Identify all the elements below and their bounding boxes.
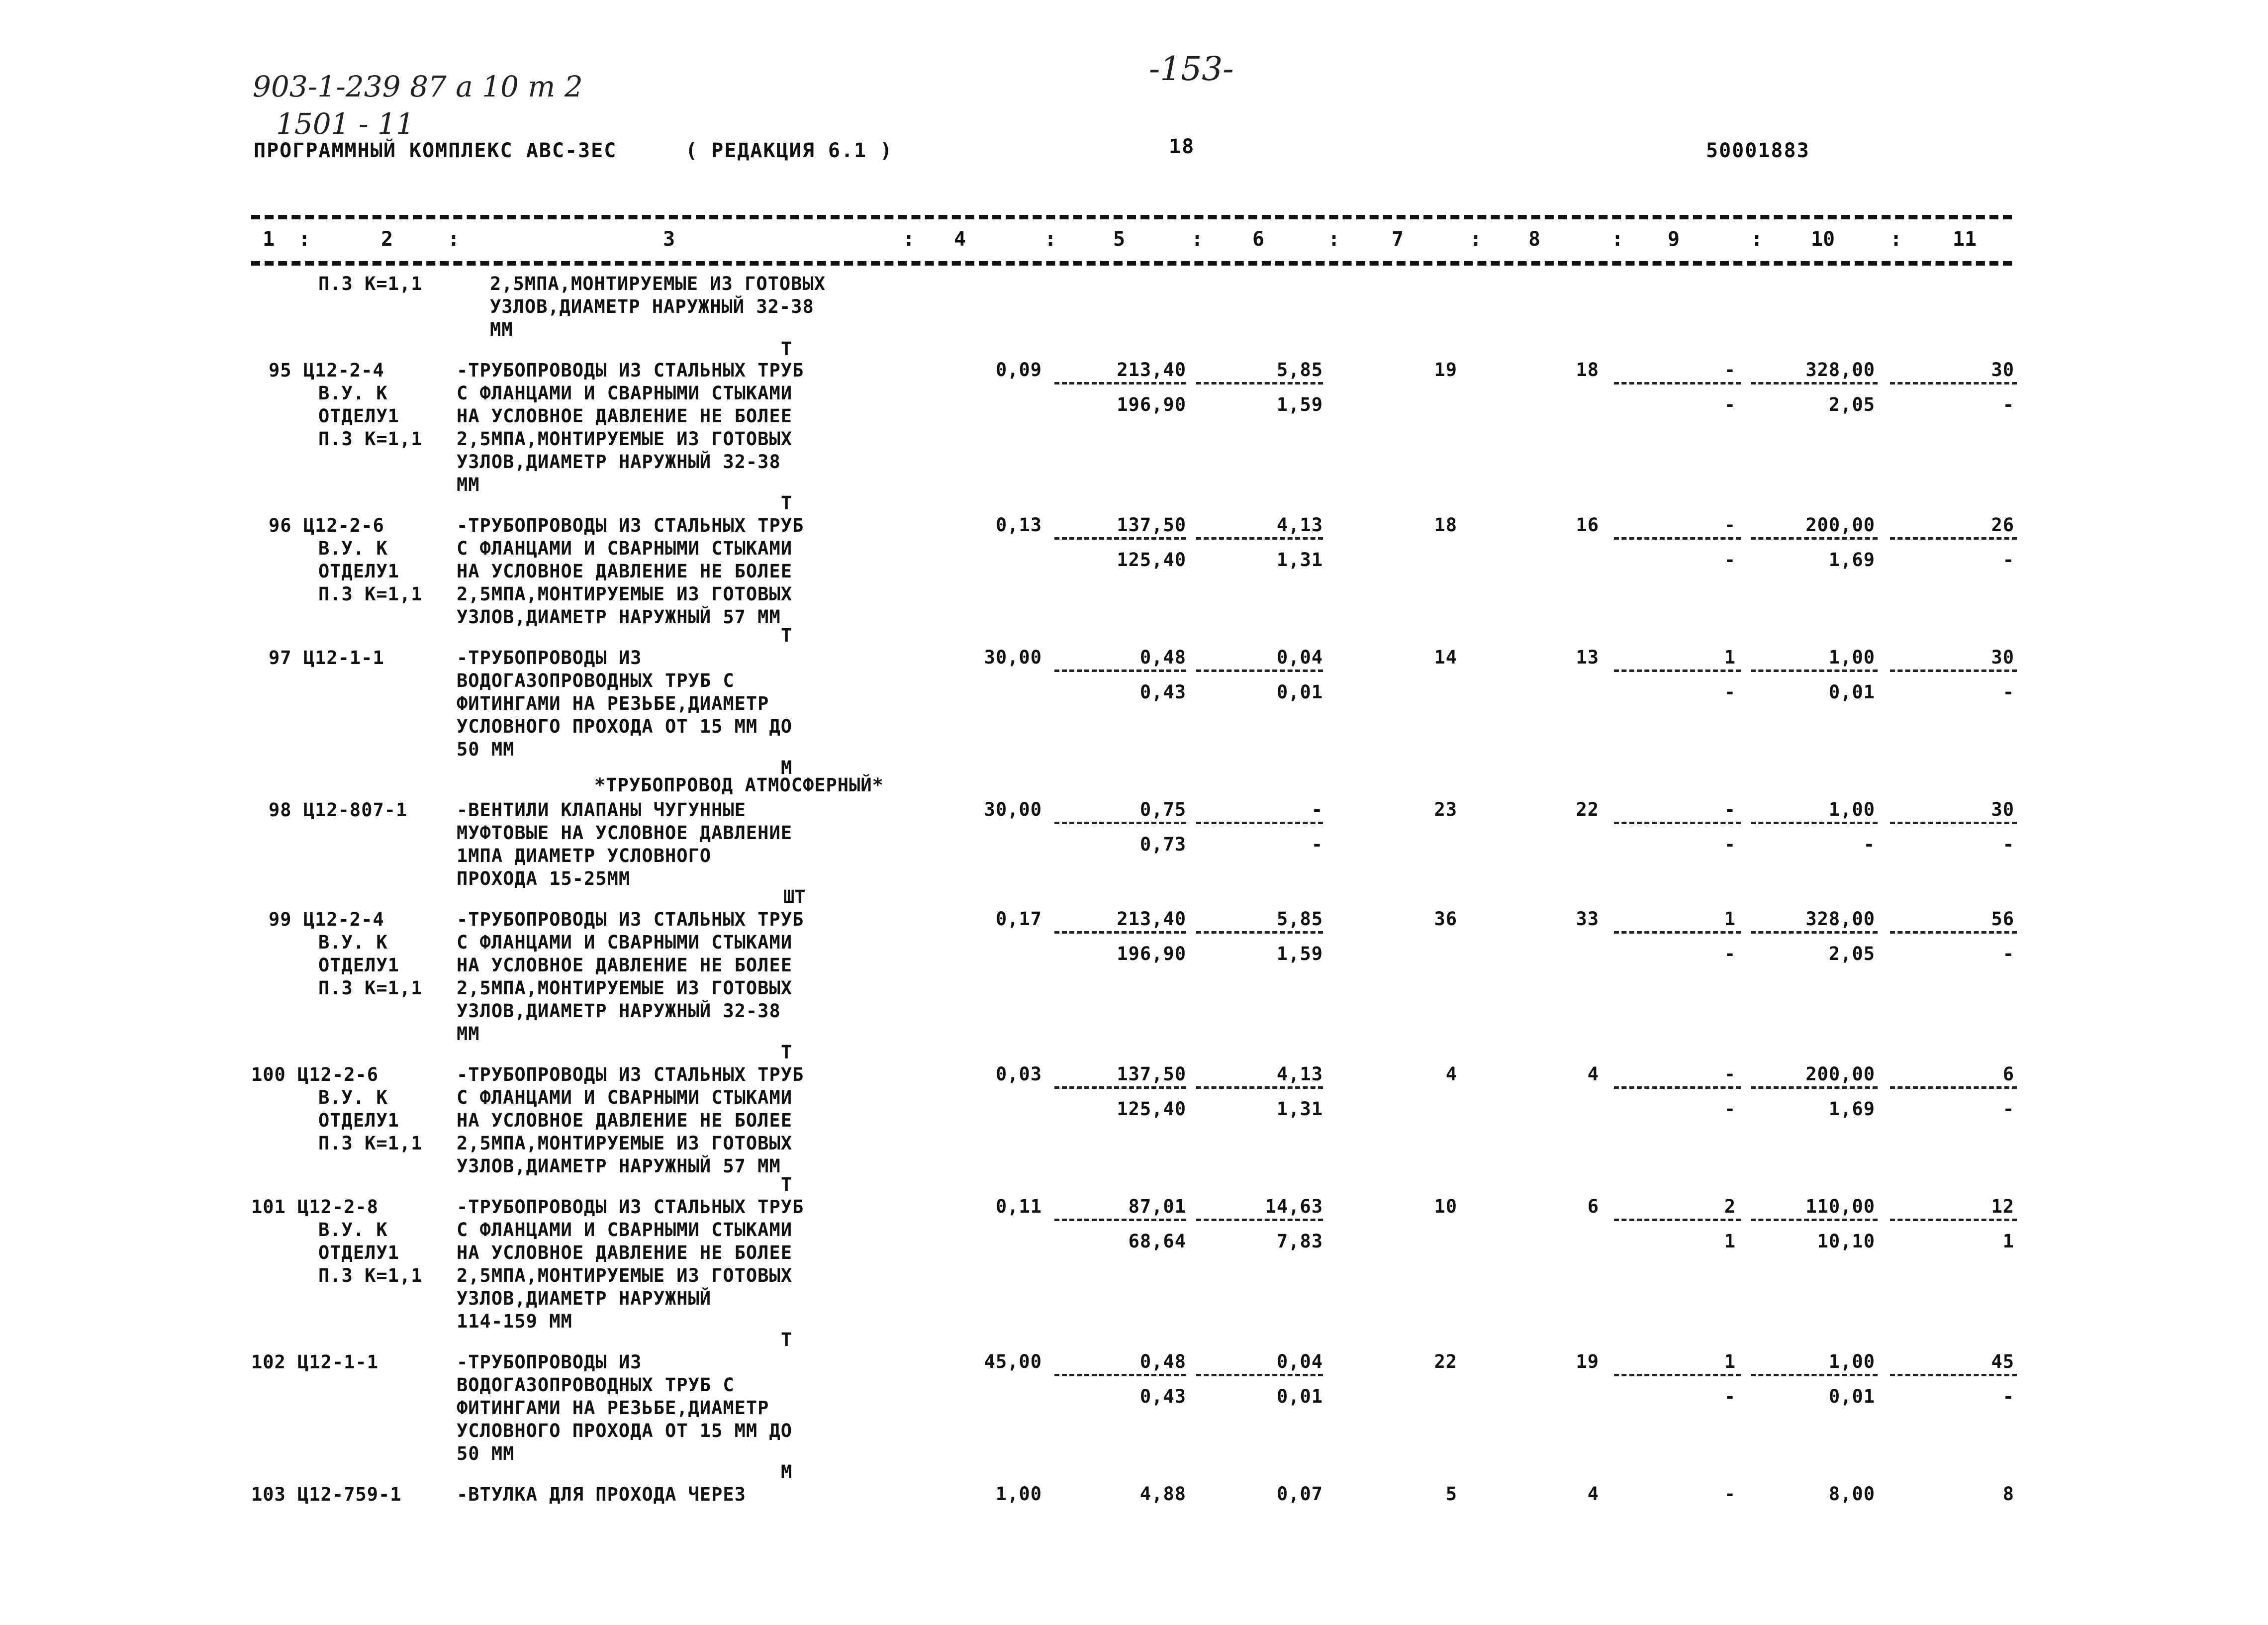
cell-c9b: - <box>1724 1098 1736 1120</box>
column-header-6: 6 <box>1252 228 1265 251</box>
cell-divider <box>1054 822 1186 824</box>
cell-c10b: 2,05 <box>1828 943 1875 964</box>
cell-c10b: - <box>1863 834 1875 855</box>
row-unit: Т <box>781 1329 792 1350</box>
cell-divider <box>1196 931 1323 934</box>
cell-divider <box>1196 537 1323 540</box>
cell-divider <box>1751 931 1878 934</box>
cell-c4: 0,03 <box>995 1063 1042 1085</box>
cell-c9b: - <box>1724 681 1736 703</box>
cell-c11: 30 <box>1991 647 2014 668</box>
row-description-line: НА УСЛОВНОЕ ДАВЛЕНИЕ НЕ БОЛЕЕ <box>457 1110 793 1131</box>
cell-c11b: - <box>2002 943 2014 964</box>
cell-divider <box>1890 931 2017 934</box>
row-description-line: УЗЛОВ,ДИАМЕТР НАРУЖНЫЙ 57 ММ <box>457 1155 781 1177</box>
row-description-line: С ФЛАНЦАМИ И СВАРНЫМИ СТЫКАМИ <box>457 932 793 953</box>
cell-c11: 30 <box>1991 359 2014 381</box>
row-description-line: 2,5МПА,МОНТИРУЕМЫЕ ИЗ ГОТОВЫХ <box>457 1265 793 1286</box>
row-description-line: УЗЛОВ,ДИАМЕТР НАРУЖНЫЙ 57 ММ <box>457 606 781 628</box>
cell-c7: 10 <box>1434 1196 1457 1217</box>
column-header-9: 9 <box>1667 228 1680 251</box>
edition-label: ( РЕДАКЦИЯ 6.1 ) <box>685 139 893 162</box>
cell-c11b: - <box>2002 1098 2014 1120</box>
cell-c9: 1 <box>1724 1351 1736 1372</box>
column-separator: : <box>1751 228 1763 251</box>
cell-divider <box>1054 1086 1186 1089</box>
cell-c6b: 0,01 <box>1276 1386 1323 1407</box>
cell-c6b: - <box>1311 834 1323 855</box>
cell-c6: 4,13 <box>1276 514 1323 536</box>
cell-c7: 22 <box>1434 1351 1457 1372</box>
cell-divider <box>1890 1374 2017 1376</box>
cell-divider <box>1751 1219 1878 1221</box>
row-id-line: 97 Ц12-1-1 <box>269 647 384 669</box>
cell-c4: 0,09 <box>995 359 1042 381</box>
cell-c4: 30,00 <box>984 799 1042 820</box>
cell-c5b: 0,73 <box>1139 834 1186 855</box>
cell-divider <box>1054 669 1186 672</box>
cell-c4: 30,00 <box>984 647 1042 668</box>
cell-c8: 22 <box>1576 799 1599 820</box>
row-description-line: УСЛОВНОГО ПРОХОДА ОТ 15 ММ ДО <box>457 716 793 737</box>
handwritten-ref-line1: 903-1-239 87 а 10 т 2 <box>253 70 583 103</box>
cell-c9b: - <box>1724 549 1736 571</box>
cell-c10: 1,00 <box>1828 1351 1875 1372</box>
row-description-line: 2,5МПА,МОНТИРУЕМЫЕ ИЗ ГОТОВЫХ <box>457 428 793 450</box>
column-header-11: 11 <box>1952 228 1977 251</box>
cell-c6: 14,63 <box>1265 1196 1323 1217</box>
row-description-line: 2,5МПА,МОНТИРУЕМЫЕ ИЗ ГОТОВЫХ <box>490 273 826 294</box>
cell-divider <box>1614 1219 1741 1221</box>
cell-c6: 0,07 <box>1276 1483 1323 1505</box>
row-id-line: 96 Ц12-2-6 <box>269 515 384 536</box>
cell-divider <box>1614 822 1741 824</box>
row-id-line: ОТДЕЛУ1 <box>318 1242 399 1263</box>
column-separator: : <box>903 228 915 251</box>
column-header-5: 5 <box>1113 228 1126 251</box>
cell-c6: 0,04 <box>1276 647 1323 668</box>
cell-divider <box>1614 669 1741 672</box>
row-description-line: МУФТОВЫЕ НА УСЛОВНОЕ ДАВЛЕНИЕ <box>457 822 793 844</box>
cell-c10: 328,00 <box>1805 908 1875 930</box>
row-description-line: С ФЛАНЦАМИ И СВАРНЫМИ СТЫКАМИ <box>457 1219 793 1241</box>
row-description-line: 2,5МПА,МОНТИРУЕМЫЕ ИЗ ГОТОВЫХ <box>457 1133 793 1154</box>
row-description-line: -ТРУБОПРОВОДЫ ИЗ <box>457 647 642 669</box>
column-separator: : <box>1044 228 1057 251</box>
row-id-line: В.У. К <box>318 932 388 953</box>
row-description-line: ФИТИНГАМИ НА РЕЗЬБЕ,ДИАМЕТР <box>457 693 769 714</box>
cell-divider <box>1054 931 1186 934</box>
row-description-line: 1МПА ДИАМЕТР УСЛОВНОГО <box>457 845 712 866</box>
row-id-line: 101 Ц12-2-8 <box>251 1196 379 1218</box>
cell-c11: 56 <box>1991 908 2014 930</box>
column-header-3: 3 <box>662 228 675 251</box>
cell-c10: 1,00 <box>1828 799 1875 820</box>
row-id-line: В.У. К <box>318 1087 388 1108</box>
cell-c9: 1 <box>1724 647 1736 668</box>
cell-c11: 8 <box>2002 1483 2014 1505</box>
row-description-line: -ВЕНТИЛИ КЛАПАНЫ ЧУГУННЫЕ <box>457 799 746 821</box>
row-description-line: НА УСЛОВНОЕ ДАВЛЕНИЕ НЕ БОЛЕЕ <box>457 405 793 427</box>
row-id-line: П.3 К=1,1 <box>318 1133 423 1154</box>
column-separator: : <box>1470 228 1482 251</box>
column-separator: : <box>1328 228 1340 251</box>
cell-c5b: 196,90 <box>1117 394 1186 415</box>
row-id-line: 98 Ц12-807-1 <box>269 799 408 821</box>
row-id-line: П.3 К=1,1 <box>318 428 423 450</box>
cell-c6b: 1,59 <box>1276 394 1323 415</box>
row-description-line: УЗЛОВ,ДИАМЕТР НАРУЖНЫЙ <box>457 1288 712 1309</box>
cell-divider <box>1890 537 2017 540</box>
row-description-line: С ФЛАНЦАМИ И СВАРНЫМИ СТЫКАМИ <box>457 382 793 404</box>
column-header-2: 2 <box>380 228 393 251</box>
cell-divider <box>1054 1374 1186 1376</box>
row-description-line: 50 ММ <box>457 739 515 760</box>
row-unit: Т <box>781 625 792 646</box>
column-header-8: 8 <box>1528 228 1541 251</box>
cell-c6: 5,85 <box>1276 359 1323 381</box>
cell-c9b: 1 <box>1724 1231 1736 1252</box>
row-id-line: ОТДЕЛУ1 <box>318 955 399 976</box>
cell-c11b: - <box>2002 549 2014 571</box>
row-description-line: ПРОХОДА 15-25ММ <box>457 868 631 889</box>
row-description-line: ВОДОГАЗОПРОВОДНЫХ ТРУБ С <box>457 670 735 691</box>
row-description-line: ММ <box>457 1023 480 1045</box>
row-id-line: 99 Ц12-2-4 <box>269 909 384 930</box>
row-description-line: ММ <box>490 319 513 340</box>
row-description-line: УЗЛОВ,ДИАМЕТР НАРУЖНЫЙ 32-38 <box>457 1000 781 1022</box>
column-header-1: 1 <box>262 228 275 251</box>
cell-c7: 36 <box>1434 908 1457 930</box>
cell-c5b: 0,43 <box>1139 1386 1186 1407</box>
row-id-line: П.3 К=1,1 <box>318 273 423 294</box>
row-id-line: В.У. К <box>318 538 388 559</box>
row-id-line: ОТДЕЛУ1 <box>318 1110 399 1131</box>
cell-c6: - <box>1311 799 1323 820</box>
cell-divider <box>1751 669 1878 672</box>
cell-c5b: 0,43 <box>1139 681 1186 703</box>
cell-c8: 4 <box>1587 1483 1599 1505</box>
cell-c9b: - <box>1724 394 1736 415</box>
cell-c5: 0,75 <box>1139 799 1186 820</box>
cell-c9: 1 <box>1724 908 1736 930</box>
row-description-line: НА УСЛОВНОЕ ДАВЛЕНИЕ НЕ БОЛЕЕ <box>457 1242 793 1263</box>
cell-c9: - <box>1724 1483 1736 1505</box>
cell-c6: 5,85 <box>1276 908 1323 930</box>
section-title: *ТРУБОПРОВОД АТМОСФЕРНЫЙ* <box>594 774 884 796</box>
row-description-line: -ТРУБОПРОВОДЫ ИЗ СТАЛЬНЫХ ТРУБ <box>457 909 804 930</box>
row-description-line: ВОДОГАЗОПРОВОДНЫХ ТРУБ С <box>457 1374 735 1396</box>
cell-c9: - <box>1724 514 1736 536</box>
cell-c5: 213,40 <box>1117 908 1186 930</box>
cell-c10: 110,00 <box>1805 1196 1875 1217</box>
cell-divider <box>1751 382 1878 384</box>
cell-c10: 1,00 <box>1828 647 1875 668</box>
cell-c5: 4,88 <box>1139 1483 1186 1505</box>
row-id-line: П.3 К=1,1 <box>318 1265 423 1286</box>
row-unit: Т <box>781 1042 792 1063</box>
cell-divider <box>1751 537 1878 540</box>
cell-c11: 26 <box>1991 514 2014 536</box>
cell-c10b: 10,10 <box>1817 1231 1875 1252</box>
column-separator: : <box>1611 228 1624 251</box>
cell-c9: - <box>1724 799 1736 820</box>
cell-c4: 0,17 <box>995 908 1042 930</box>
cell-c9b: - <box>1724 834 1736 855</box>
row-description-line: УСЛОВНОГО ПРОХОДА ОТ 15 ММ ДО <box>457 1420 793 1441</box>
cell-c8: 4 <box>1587 1063 1599 1085</box>
row-description-line: ММ <box>457 474 480 495</box>
row-description-line: НА УСЛОВНОЕ ДАВЛЕНИЕ НЕ БОЛЕЕ <box>457 955 793 976</box>
column-header-7: 7 <box>1391 228 1404 251</box>
handwritten-page-number: -153- <box>1149 50 1234 88</box>
cell-divider <box>1054 537 1186 540</box>
row-description-line: 114-159 ММ <box>457 1311 572 1332</box>
row-description-line: 2,5МПА,МОНТИРУЕМЫЕ ИЗ ГОТОВЫХ <box>457 583 793 605</box>
row-unit: Т <box>781 338 792 360</box>
cell-divider <box>1196 1374 1323 1376</box>
cell-c9b: - <box>1724 943 1736 964</box>
cell-c5b: 196,90 <box>1117 943 1186 964</box>
row-description-line: УЗЛОВ,ДИАМЕТР НАРУЖНЫЙ 32-38 <box>490 296 814 317</box>
column-separator: : <box>1191 228 1204 251</box>
cell-c11: 30 <box>1991 799 2014 820</box>
cell-c4: 1,00 <box>995 1483 1042 1505</box>
cell-c5b: 125,40 <box>1117 549 1186 571</box>
cell-c11: 12 <box>1991 1196 2014 1217</box>
program-title: ПРОГРАММНЫЙ КОМПЛЕКС АВС-3ЕС <box>254 139 617 162</box>
cell-divider <box>1890 822 2017 824</box>
cell-c8: 33 <box>1576 908 1599 930</box>
cell-c10: 200,00 <box>1805 1063 1875 1085</box>
cell-c7: 4 <box>1445 1063 1457 1085</box>
cell-c4: 0,13 <box>995 514 1042 536</box>
cell-c11: 45 <box>1991 1351 2014 1372</box>
column-separator: : <box>1890 228 1902 251</box>
cell-c6: 4,13 <box>1276 1063 1323 1085</box>
cell-divider <box>1614 1086 1741 1089</box>
cell-divider <box>1054 1219 1186 1221</box>
cell-c4: 0,11 <box>995 1196 1042 1217</box>
cell-c11b: - <box>2002 834 2014 855</box>
cell-c10b: 0,01 <box>1828 681 1875 703</box>
row-unit: Т <box>781 1174 792 1195</box>
row-unit: М <box>781 757 792 778</box>
row-id-line: П.3 К=1,1 <box>318 977 423 999</box>
cell-c6b: 1,31 <box>1276 1098 1323 1120</box>
cell-c10: 200,00 <box>1805 514 1875 536</box>
cell-divider <box>1890 1086 2017 1089</box>
cell-c9b: - <box>1724 1386 1736 1407</box>
cell-divider <box>1196 1086 1323 1089</box>
cell-c6b: 1,31 <box>1276 549 1323 571</box>
row-id-line: 100 Ц12-2-6 <box>251 1064 379 1085</box>
cell-c10: 8,00 <box>1828 1483 1875 1505</box>
cell-c10: 328,00 <box>1805 359 1875 381</box>
cell-divider <box>1196 1219 1323 1221</box>
row-id-line: 95 Ц12-2-4 <box>269 360 384 381</box>
cell-divider <box>1614 931 1741 934</box>
row-description-line: -ТРУБОПРОВОДЫ ИЗ СТАЛЬНЫХ ТРУБ <box>457 1064 804 1085</box>
column-separator: : <box>448 228 460 251</box>
cell-divider <box>1751 1374 1878 1376</box>
cell-c5: 137,50 <box>1117 1063 1186 1085</box>
cell-c10b: 1,69 <box>1828 1098 1875 1120</box>
row-description-line: -ТРУБОПРОВОДЫ ИЗ СТАЛЬНЫХ ТРУБ <box>457 1196 804 1218</box>
cell-divider <box>1890 1219 2017 1221</box>
row-id-line: ОТДЕЛУ1 <box>318 405 399 427</box>
row-description-line: 2,5МПА,МОНТИРУЕМЫЕ ИЗ ГОТОВЫХ <box>457 977 793 999</box>
cell-c11: 6 <box>2002 1063 2014 1085</box>
row-id-line: 103 Ц12-759-1 <box>251 1484 402 1505</box>
cell-c8: 19 <box>1576 1351 1599 1372</box>
cell-c9: - <box>1724 1063 1736 1085</box>
row-description-line: С ФЛАНЦАМИ И СВАРНЫМИ СТЫКАМИ <box>457 1087 793 1108</box>
cell-c6: 0,04 <box>1276 1351 1323 1372</box>
cell-c7: 14 <box>1434 647 1457 668</box>
cell-c8: 18 <box>1576 359 1599 381</box>
cell-c10b: 0,01 <box>1828 1386 1875 1407</box>
cell-c7: 5 <box>1445 1483 1457 1505</box>
table-top-rule <box>251 215 2012 219</box>
column-header-10: 10 <box>1810 228 1835 251</box>
cell-divider <box>1196 382 1323 384</box>
row-description-line: -ТРУБОПРОВОДЫ ИЗ <box>457 1351 642 1373</box>
cell-c9: 2 <box>1724 1196 1736 1217</box>
cell-c10b: 1,69 <box>1828 549 1875 571</box>
cell-c5: 0,48 <box>1139 647 1186 668</box>
row-description-line: -ТРУБОПРОВОДЫ ИЗ СТАЛЬНЫХ ТРУБ <box>457 515 804 536</box>
row-unit: Т <box>781 492 792 514</box>
row-description-line: 50 ММ <box>457 1443 515 1464</box>
cell-c5b: 68,64 <box>1128 1231 1186 1252</box>
row-description-line: -ВТУЛКА ДЛЯ ПРОХОДА ЧЕРЕЗ <box>457 1484 746 1505</box>
cell-c8: 13 <box>1576 647 1599 668</box>
cell-c5: 0,48 <box>1139 1351 1186 1372</box>
row-id-line: 102 Ц12-1-1 <box>251 1351 379 1373</box>
cell-divider <box>1614 382 1741 384</box>
row-id-line: П.3 К=1,1 <box>318 583 423 605</box>
column-header-4: 4 <box>953 228 966 251</box>
cell-c9: - <box>1724 359 1736 381</box>
cell-c4: 45,00 <box>984 1351 1042 1372</box>
cell-divider <box>1196 669 1323 672</box>
cell-c10b: 2,05 <box>1828 394 1875 415</box>
cell-c5: 213,40 <box>1117 359 1186 381</box>
cell-divider <box>1751 822 1878 824</box>
row-description-line: С ФЛАНЦАМИ И СВАРНЫМИ СТЫКАМИ <box>457 538 793 559</box>
cell-divider <box>1196 822 1323 824</box>
cell-c11b: - <box>2002 394 2014 415</box>
cell-divider <box>1751 1086 1878 1089</box>
handwritten-ref-line2: 1501 - 11 <box>276 107 414 141</box>
row-id-line: ОТДЕЛУ1 <box>318 561 399 582</box>
column-separator: : <box>298 228 311 251</box>
row-unit: ШТ <box>783 886 806 908</box>
document-code: 50001883 <box>1706 139 1810 162</box>
cell-c6b: 7,83 <box>1276 1231 1323 1252</box>
cell-divider <box>1054 382 1186 384</box>
cell-c5b: 125,40 <box>1117 1098 1186 1120</box>
cell-c8: 16 <box>1576 514 1599 536</box>
cell-c11b: - <box>2002 1386 2014 1407</box>
cell-c5: 137,50 <box>1117 514 1186 536</box>
cell-c6b: 0,01 <box>1276 681 1323 703</box>
table-header-rule <box>251 261 2012 266</box>
row-description-line: УЗЛОВ,ДИАМЕТР НАРУЖНЫЙ 32-38 <box>457 451 781 473</box>
cell-c7: 23 <box>1434 799 1457 820</box>
cell-divider <box>1614 1374 1741 1376</box>
cell-c11b: 1 <box>2002 1231 2014 1252</box>
cell-divider <box>1890 382 2017 384</box>
cell-c8: 6 <box>1587 1196 1599 1217</box>
sheet-number: 18 <box>1169 135 1195 158</box>
cell-c5: 87,01 <box>1128 1196 1186 1217</box>
row-unit: М <box>781 1461 792 1483</box>
row-description-line: ФИТИНГАМИ НА РЕЗЬБЕ,ДИАМЕТР <box>457 1397 769 1419</box>
cell-c11b: - <box>2002 681 2014 703</box>
cell-c6b: 1,59 <box>1276 943 1323 964</box>
row-description-line: НА УСЛОВНОЕ ДАВЛЕНИЕ НЕ БОЛЕЕ <box>457 561 793 582</box>
cell-divider <box>1890 669 2017 672</box>
row-id-line: В.У. К <box>318 382 388 404</box>
cell-c7: 18 <box>1434 514 1457 536</box>
row-description-line: -ТРУБОПРОВОДЫ ИЗ СТАЛЬНЫХ ТРУБ <box>457 360 804 381</box>
row-id-line: В.У. К <box>318 1219 388 1241</box>
cell-c7: 19 <box>1434 359 1457 381</box>
cell-divider <box>1614 537 1741 540</box>
